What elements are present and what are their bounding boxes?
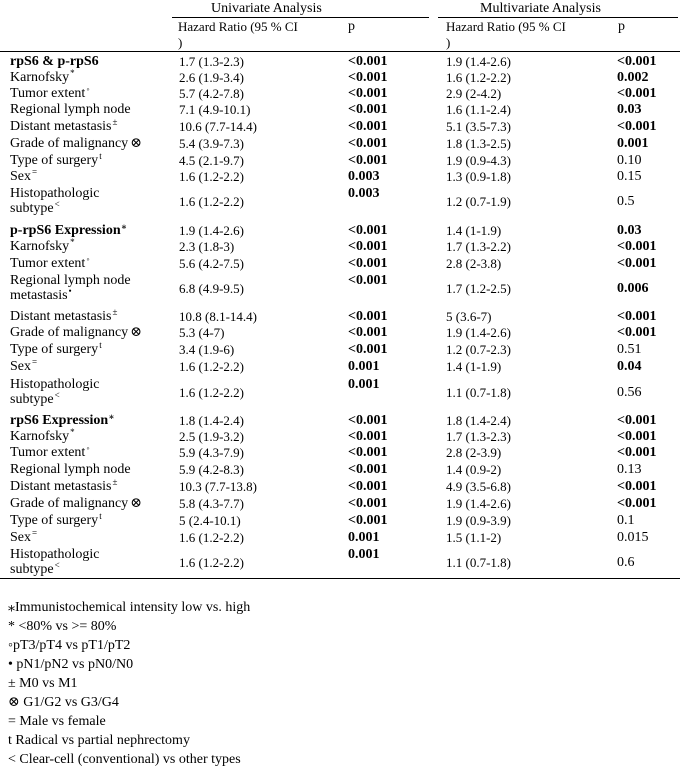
univariate-header-rule	[172, 17, 429, 18]
univariate-hazard-ratio: 5.4 (3.9-7.3)	[179, 136, 244, 151]
multivariate-p-value: <0.001	[617, 496, 657, 511]
univariate-p-value: <0.001	[348, 496, 388, 511]
row-footnote-marker: *	[70, 68, 75, 78]
row-label	[10, 479, 117, 495]
multivariate-p-value: 0.6	[617, 555, 635, 570]
univariate-p-value: <0.001	[348, 136, 388, 151]
footnote-line: • pN1/pN2 vs pN0/N0	[8, 657, 134, 672]
row-label-text: Distant metastasis	[10, 309, 112, 324]
univariate-hazard-ratio: 1.6 (1.2-2.2)	[179, 530, 244, 545]
univariate-hazard-ratio: 1.6 (1.2-2.2)	[179, 169, 244, 184]
row-footnote-marker: <	[54, 390, 60, 400]
univariate-p-value: <0.001	[348, 325, 388, 340]
multivariate-header: Multivariate Analysis	[480, 1, 601, 16]
univariate-p-value: <0.001	[348, 413, 388, 428]
multivariate-hazard-ratio: 1.7 (1.3-2.2)	[446, 239, 511, 254]
row-label	[10, 309, 117, 325]
row-footnote-marker: ◦	[86, 84, 90, 94]
row-footnote-marker: ⊗	[130, 136, 142, 151]
row-label-text: rpS6 Expression	[10, 413, 109, 428]
multivariate-hr-header	[446, 19, 566, 51]
multivariate-p-value: 0.10	[617, 153, 642, 168]
multivariate-p-value: 0.51	[617, 342, 642, 357]
multivariate-hazard-ratio: 1.4 (0.9-2)	[446, 462, 502, 477]
univariate-hazard-ratio: 1.8 (1.4-2.4)	[179, 413, 244, 428]
multivariate-p-header: p	[618, 19, 625, 34]
multivariate-p-value: 0.5	[617, 194, 635, 209]
multivariate-p-value: 0.015	[617, 530, 649, 545]
univariate-p-value: 0.001	[348, 359, 380, 374]
row-footnote-marker: ◦	[86, 254, 90, 264]
row-footnote-marker: <	[54, 199, 60, 209]
multivariate-hazard-ratio: 2.9 (2-4.2)	[446, 86, 502, 101]
multivariate-hazard-ratio: 1.6 (1.1-2.4)	[446, 102, 511, 117]
row-label-text: Histopathologic	[10, 377, 100, 392]
univariate-p-value: <0.001	[348, 86, 388, 101]
row-label-text: Distant metastasis	[10, 119, 112, 134]
univariate-hazard-ratio: 2.5 (1.9-3.2)	[179, 429, 244, 444]
row-label	[10, 186, 99, 217]
footnote-line: t Radical vs partial nephrectomy	[8, 733, 190, 748]
footnote-line: ⁎Immunistochemical intensity low vs. high	[8, 600, 251, 615]
multivariate-p-value: <0.001	[617, 479, 657, 494]
row-label-text: Histopathologic	[10, 186, 100, 201]
univariate-header: Univariate Analysis	[211, 1, 322, 16]
multivariate-hazard-ratio: 1.7 (1.3-2.3)	[446, 429, 511, 444]
multivariate-hazard-ratio: 1.2 (0.7-2.3)	[446, 342, 511, 357]
multivariate-hazard-ratio: 1.8 (1.4-2.4)	[446, 413, 511, 428]
multivariate-p-value: <0.001	[617, 445, 657, 460]
multivariate-hazard-ratio: 1.3 (0.9-1.8)	[446, 169, 511, 184]
row-label-text: Sex	[10, 169, 31, 184]
univariate-p-value: <0.001	[348, 445, 388, 460]
row-label	[10, 547, 99, 578]
multivariate-hr-header-line1: Hazard Ratio (95 % CI	[446, 19, 566, 34]
multivariate-p-value: 0.001	[617, 136, 649, 151]
univariate-hazard-ratio: 1.6 (1.2-2.2)	[179, 385, 244, 400]
row-label-text: Type of surgery	[10, 153, 99, 168]
row-footnote-marker: •	[68, 286, 72, 296]
univariate-hazard-ratio: 5.9 (4.2-8.3)	[179, 462, 244, 477]
univariate-hr-header-line2: )	[178, 35, 183, 50]
row-label	[10, 169, 37, 185]
univariate-hazard-ratio: 1.9 (1.4-2.6)	[179, 223, 244, 238]
univariate-p-value: <0.001	[348, 342, 388, 357]
row-footnote-marker: ⁎	[109, 411, 114, 421]
row-label-text: Regional lymph node	[10, 462, 131, 477]
row-label-text-line2: subtype	[10, 392, 54, 407]
row-label	[10, 496, 142, 511]
row-footnote-marker: ±	[112, 477, 118, 487]
univariate-p-value: 0.001	[348, 377, 380, 392]
multivariate-header-rule	[438, 17, 678, 18]
row-label-text-line2: subtype	[10, 562, 54, 577]
footnote-line: = Male vs female	[8, 714, 106, 729]
row-footnote-marker: <	[54, 560, 60, 570]
multivariate-hazard-ratio: 2.8 (2-3.8)	[446, 256, 502, 271]
row-label	[10, 256, 90, 272]
multivariate-p-value: 0.03	[617, 223, 642, 238]
multivariate-p-value: <0.001	[617, 309, 657, 324]
row-label	[10, 86, 90, 102]
row-label	[10, 153, 102, 169]
row-footnote-marker: ±	[112, 117, 118, 127]
univariate-hazard-ratio: 5 (2.4-10.1)	[179, 513, 241, 528]
row-label	[10, 445, 90, 461]
multivariate-hazard-ratio: 5.1 (3.5-7.3)	[446, 119, 511, 134]
univariate-p-value: <0.001	[348, 309, 388, 324]
multivariate-p-value: <0.001	[617, 429, 657, 444]
multivariate-hazard-ratio: 1.1 (0.7-1.8)	[446, 555, 511, 570]
row-label-text: Tumor extent	[10, 256, 86, 271]
multivariate-p-value: 0.006	[617, 281, 649, 296]
footnotes	[8, 598, 250, 769]
univariate-p-value: <0.001	[348, 70, 388, 85]
univariate-hazard-ratio: 7.1 (4.9-10.1)	[179, 102, 251, 117]
row-label	[10, 136, 142, 151]
multivariate-p-value: 0.1	[617, 513, 635, 528]
table-bottom-rule	[0, 578, 680, 579]
row-label	[10, 102, 131, 117]
row-footnote-marker: t	[99, 151, 102, 161]
univariate-p-value: 0.003	[348, 169, 380, 184]
row-label-text: Type of surgery	[10, 513, 99, 528]
multivariate-p-value: 0.13	[617, 462, 642, 477]
row-label-text: Grade of malignancy	[10, 496, 129, 511]
row-label	[10, 530, 37, 546]
row-footnote-marker: *	[70, 237, 75, 247]
row-label	[10, 325, 142, 340]
row-label-text: Karnofsky	[10, 239, 70, 254]
row-footnote-marker: t	[99, 511, 102, 521]
row-label	[10, 273, 131, 304]
univariate-p-value: <0.001	[348, 239, 388, 254]
multivariate-hazard-ratio: 1.5 (1.1-2)	[446, 530, 502, 545]
row-label	[10, 413, 114, 429]
univariate-hazard-ratio: 2.3 (1.8-3)	[179, 239, 235, 254]
row-footnote-marker: ⁎	[121, 221, 127, 231]
multivariate-hazard-ratio: 1.1 (0.7-1.8)	[446, 385, 511, 400]
multivariate-hazard-ratio: 1.4 (1-1.9)	[446, 223, 502, 238]
row-label-text: Grade of malignancy	[10, 325, 129, 340]
multivariate-hazard-ratio: 1.4 (1-1.9)	[446, 359, 502, 374]
row-label	[10, 119, 117, 135]
univariate-hazard-ratio: 4.5 (2.1-9.7)	[179, 153, 244, 168]
univariate-p-value: <0.001	[348, 479, 388, 494]
row-label	[10, 462, 131, 477]
footnote-line: ⊗ G1/G2 vs G3/G4	[8, 695, 119, 710]
footnote-line: < Clear-cell (conventional) vs other types	[8, 752, 241, 767]
row-label	[10, 513, 102, 529]
univariate-hazard-ratio: 2.6 (1.9-3.4)	[179, 70, 244, 85]
univariate-hazard-ratio: 6.8 (4.9-9.5)	[179, 281, 244, 296]
row-label-text: rpS6 & p-rpS6	[10, 54, 99, 69]
univariate-p-value: <0.001	[348, 256, 388, 271]
row-label	[10, 54, 99, 69]
row-label-text: p-rpS6 Expression	[10, 223, 121, 238]
header-bottom-rule	[0, 51, 680, 52]
multivariate-p-value: <0.001	[617, 239, 657, 254]
row-label	[10, 70, 75, 86]
multivariate-p-value: <0.001	[617, 325, 657, 340]
row-footnote-marker: *	[70, 427, 75, 437]
univariate-p-value: 0.001	[348, 547, 380, 562]
multivariate-hazard-ratio: 1.9 (0.9-4.3)	[446, 153, 511, 168]
footnote-line: ± M0 vs M1	[8, 676, 78, 691]
multivariate-p-value: <0.001	[617, 54, 657, 69]
univariate-p-value: <0.001	[348, 513, 388, 528]
row-label-text: Regional lymph node	[10, 102, 131, 117]
multivariate-p-value: 0.15	[617, 169, 642, 184]
row-label-text: Regional lymph node	[10, 273, 131, 288]
multivariate-p-value: <0.001	[617, 256, 657, 271]
footnote-line: * <80% vs >= 80%	[8, 619, 117, 634]
row-footnote-marker: ◦	[86, 443, 90, 453]
row-label-text: Grade of malignancy	[10, 136, 129, 151]
footnote-line: ◦pT3/pT4 vs pT1/pT2	[8, 638, 131, 653]
univariate-hazard-ratio: 10.6 (7.7-14.4)	[179, 119, 257, 134]
row-footnote-marker: =	[32, 357, 38, 367]
univariate-p-value: <0.001	[348, 102, 388, 117]
row-footnote-marker: =	[32, 528, 38, 538]
multivariate-hazard-ratio: 4.9 (3.5-6.8)	[446, 479, 511, 494]
univariate-hazard-ratio: 10.3 (7.7-13.8)	[179, 479, 257, 494]
multivariate-p-value: 0.56	[617, 385, 642, 400]
row-label-text: Histopathologic	[10, 547, 100, 562]
multivariate-hazard-ratio: 5 (3.6-7)	[446, 309, 492, 324]
univariate-p-value: 0.003	[348, 186, 380, 201]
row-footnote-marker: t	[99, 340, 102, 350]
univariate-hazard-ratio: 5.6 (4.2-7.5)	[179, 256, 244, 271]
multivariate-hazard-ratio: 1.7 (1.2-2.5)	[446, 281, 511, 296]
univariate-hazard-ratio: 5.8 (4.3-7.7)	[179, 496, 244, 511]
row-label	[10, 377, 99, 408]
univariate-p-value: <0.001	[348, 462, 388, 477]
row-footnote-marker: ±	[112, 307, 118, 317]
row-label-text: Karnofsky	[10, 70, 70, 85]
univariate-p-value: <0.001	[348, 119, 388, 134]
row-label-text-line2: subtype	[10, 201, 54, 216]
univariate-hr-header-line1: Hazard Ratio (95 % CI	[178, 19, 298, 34]
multivariate-hazard-ratio: 1.9 (0.9-3.9)	[446, 513, 511, 528]
multivariate-p-value: <0.001	[617, 413, 657, 428]
multivariate-hazard-ratio: 1.8 (1.3-2.5)	[446, 136, 511, 151]
univariate-p-value: <0.001	[348, 273, 388, 288]
multivariate-hazard-ratio: 1.9 (1.4-2.6)	[446, 325, 511, 340]
univariate-p-value: <0.001	[348, 429, 388, 444]
multivariate-p-value: 0.03	[617, 102, 642, 117]
row-footnote-marker: ⊗	[130, 496, 142, 511]
multivariate-hazard-ratio: 1.9 (1.4-2.6)	[446, 496, 511, 511]
univariate-hazard-ratio: 5.9 (4.3-7.9)	[179, 445, 244, 460]
univariate-p-value: 0.001	[348, 530, 380, 545]
multivariate-hazard-ratio: 1.2 (0.7-1.9)	[446, 194, 511, 209]
multivariate-hazard-ratio: 1.9 (1.4-2.6)	[446, 54, 511, 69]
row-label	[10, 359, 37, 375]
multivariate-p-value: 0.04	[617, 359, 642, 374]
row-footnote-marker: =	[32, 167, 38, 177]
row-label	[10, 429, 75, 445]
row-label	[10, 342, 102, 358]
row-footnote-marker: ⊗	[130, 325, 142, 340]
row-label-text-line2: metastasis	[10, 288, 68, 303]
multivariate-hazard-ratio: 1.6 (1.2-2.2)	[446, 70, 511, 85]
multivariate-p-value: 0.002	[617, 70, 649, 85]
univariate-hazard-ratio: 10.8 (8.1-14.4)	[179, 309, 257, 324]
multivariate-hazard-ratio: 2.8 (2-3.9)	[446, 445, 502, 460]
row-label-text: Distant metastasis	[10, 479, 112, 494]
univariate-p-value: <0.001	[348, 153, 388, 168]
univariate-hazard-ratio: 5.3 (4-7)	[179, 325, 225, 340]
univariate-hazard-ratio: 3.4 (1.9-6)	[179, 342, 235, 357]
row-label-text: Tumor extent	[10, 86, 86, 101]
row-label-text: Tumor extent	[10, 445, 86, 460]
multivariate-p-value: <0.001	[617, 119, 657, 134]
univariate-p-header: p	[348, 19, 355, 34]
univariate-hazard-ratio: 1.7 (1.3-2.3)	[179, 54, 244, 69]
row-label	[10, 223, 126, 239]
row-label-text: Type of surgery	[10, 342, 99, 357]
univariate-p-value: <0.001	[348, 223, 388, 238]
univariate-hr-header	[178, 19, 298, 51]
multivariate-p-value: <0.001	[617, 86, 657, 101]
univariate-hazard-ratio: 5.7 (4.2-7.8)	[179, 86, 244, 101]
row-label-text: Sex	[10, 530, 31, 545]
multivariate-hr-header-line2: )	[446, 35, 451, 50]
univariate-hazard-ratio: 1.6 (1.2-2.2)	[179, 359, 244, 374]
row-label	[10, 239, 75, 255]
univariate-hazard-ratio: 1.6 (1.2-2.2)	[179, 555, 244, 570]
row-label-text: Karnofsky	[10, 429, 70, 444]
univariate-hazard-ratio: 1.6 (1.2-2.2)	[179, 194, 244, 209]
row-label-text: Sex	[10, 359, 31, 374]
univariate-p-value: <0.001	[348, 54, 388, 69]
